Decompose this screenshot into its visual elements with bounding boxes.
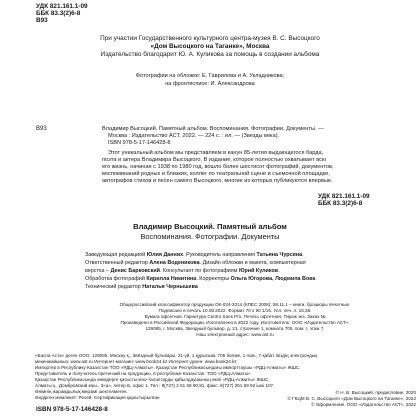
bbk-code: ББК 83.3(2)6-8 xyxy=(36,10,81,17)
annotation-line: автографов стихов и песен самого Высоцкого, многие из которых публикуются впервые. xyxy=(102,178,333,185)
publisher-line: Представитель и получатель претензий на продукцию, в республике Казахстан: ТОО «РДЦ-Алматы» xyxy=(35,371,251,376)
credit-line: Обработка фотографий Кирилла Никитина. Корректоры Ольга Югорова, Людмила Вовк. xyxy=(85,276,317,283)
ack-line: «Дом Высоцкого на Таганке», Москва xyxy=(150,43,270,51)
acknowledgements xyxy=(40,35,380,88)
publisher-line: Алматы қ., Домбровский көш., 3«а», литер Б, офис 1. Тел.: 8(727) 2 51 59 90,91, факс: 8(727) 251 59 92 ішкі 107. xyxy=(35,383,275,388)
publisher-line: мекенжайымыз: www.ast.ru Интернет-магазин: www.book24.kz Интернет-дүкен: www.book24.kz xyxy=(35,359,237,364)
imprint-line: Произведено в Российской Федерации. Изготовлено в 2022 году. Изготовитель: ООО «Издательство АСТ». xyxy=(120,320,350,326)
book-title: Владимир Высоцкий. Памятный альбом xyxy=(133,222,287,231)
copyright-line: © Н. В. Высоцкий, предисловие, 2020 xyxy=(335,390,416,395)
publisher-line: Қазақстан Республикасында өнімдерге қатысты кінә-талаптарды қабылдаушының өкілі «РДЦ-Алматы» ЖШС, xyxy=(35,377,270,382)
book-subtitle: Воспоминания. Фотографии. Документы xyxy=(140,231,280,241)
author-sign: В93 xyxy=(36,17,48,24)
credit-line: верстка – Денис Барковский. Консультант по фотографиям Юрий Куликов. xyxy=(85,268,280,275)
book-title-block xyxy=(0,222,420,241)
editorial-credits xyxy=(85,251,415,291)
annotation-udk: УДК 821.161.1-09 xyxy=(318,193,370,200)
publisher-line: «Баспа Аста» деген ООО. 129085, Мәскеу қ., Звёздный бульвары, 21-үй, 1 құрылым, 705 бөлме, 1 пом., 7-қабат. Біздің электрондық xyxy=(35,353,318,358)
isbn-bottom: ISBN 978-5-17-146428-8 xyxy=(36,406,108,413)
imprint-line: 129085, г. Москва, Звездный бульвар, д. 21, строение 1, комната 705, пом. I, этаж 7. xyxy=(145,326,325,332)
annotation-code: В93 xyxy=(36,126,47,132)
annotation-line: его жизнь, начиная с 1938 по 1980 год, вошло более шестисот фотографий, документов, xyxy=(102,164,334,171)
copyright-line: © ГКЦМ В. С. Высоцкого «Дом Высоцкого на Таганке», 2022 xyxy=(287,396,416,401)
annotation-bbk: ББК 83.3(2)6-8 xyxy=(318,200,363,207)
imprint-line: Подписано в печать 10.08.2022. Формат 70 x 90 1/16. Усл. печ. л. 16,38. xyxy=(158,308,312,314)
udk-code: УДК 821.161.1-09 xyxy=(36,3,88,10)
ack-line: Издательство благодарит Ю. А. Куликова за помощь в создании альбома xyxy=(100,51,320,59)
annotation-isbn: ISBN 978-5-17-146428-8 xyxy=(108,140,171,147)
imprint-line: Бумага офсетная. Гарнитура Centro Sans Pro. Печать офсетная. Тираж экз. Заказ № xyxy=(144,314,326,320)
imprint-data xyxy=(85,302,415,339)
annotation-line: поэта и актера Владимира Высоцкого. В издание, которое полностью охватывает всю xyxy=(102,156,327,163)
credit-line: Технический редактор Наталья Чернышева xyxy=(85,284,198,291)
annotation-line: Москва : Издательство АСТ, 2022. — 224 с. : ил. — (Звезды века). xyxy=(108,133,280,140)
annotation-line: Этот уникальный альбом мы представляем в канун 85-летия выдающегося барда, xyxy=(108,149,324,156)
annotation-line: воспоминаний родных и близких, коллег по театральной сцене и съемочной площадке, xyxy=(102,171,330,178)
credit-line: Ответственный редактор Алена Воденикова. Дизайн обложки и макета, компьютерная xyxy=(85,260,306,267)
photo-credit-line: на фронтисписе: И. Александрова xyxy=(165,80,255,87)
annotation xyxy=(102,126,382,186)
publisher-line: Импортер в Республику Казахстан ТОО «РДЦ-Алматы». Қазақстан Республикасындағы импорттаушы «РДЦ-Алматы» ЖШС. xyxy=(35,365,301,370)
imprint-line: Общероссийский классификатор продукции ОК-034-2014 (КПЕС 2008); 58.11.1 – книги, брошюры печатные. xyxy=(119,302,351,307)
credit-line: Заведующая редакцией Юлия Данних. Руководитель направления Татьяна Чурсина. xyxy=(85,252,304,258)
annotation-line: Владимир Высоцкий. Памятный альбом. Воспоминания. Фотографии. Документы. — xyxy=(102,126,324,132)
photo-credit-line: Фотографии на обложке: Е. Гаврилова и А. Укладникова; xyxy=(135,72,285,79)
imprint-line: Наш электронный адрес: www.ast.ru xyxy=(196,332,274,338)
publisher-line: Өнімнің жарамдылық мерзімі шектелмеген. xyxy=(35,389,128,394)
publisher-line: Өндірген мемлекет: Ресей. Сертификация қарастырылған xyxy=(35,395,160,400)
copyright-line: © Оформление. ООО «Издательство АСТ», 2022 xyxy=(311,402,416,407)
ack-line: При участии Государственного культурного центра-музея В. С. Высоцкого xyxy=(100,35,320,42)
copyright-block xyxy=(268,390,416,408)
